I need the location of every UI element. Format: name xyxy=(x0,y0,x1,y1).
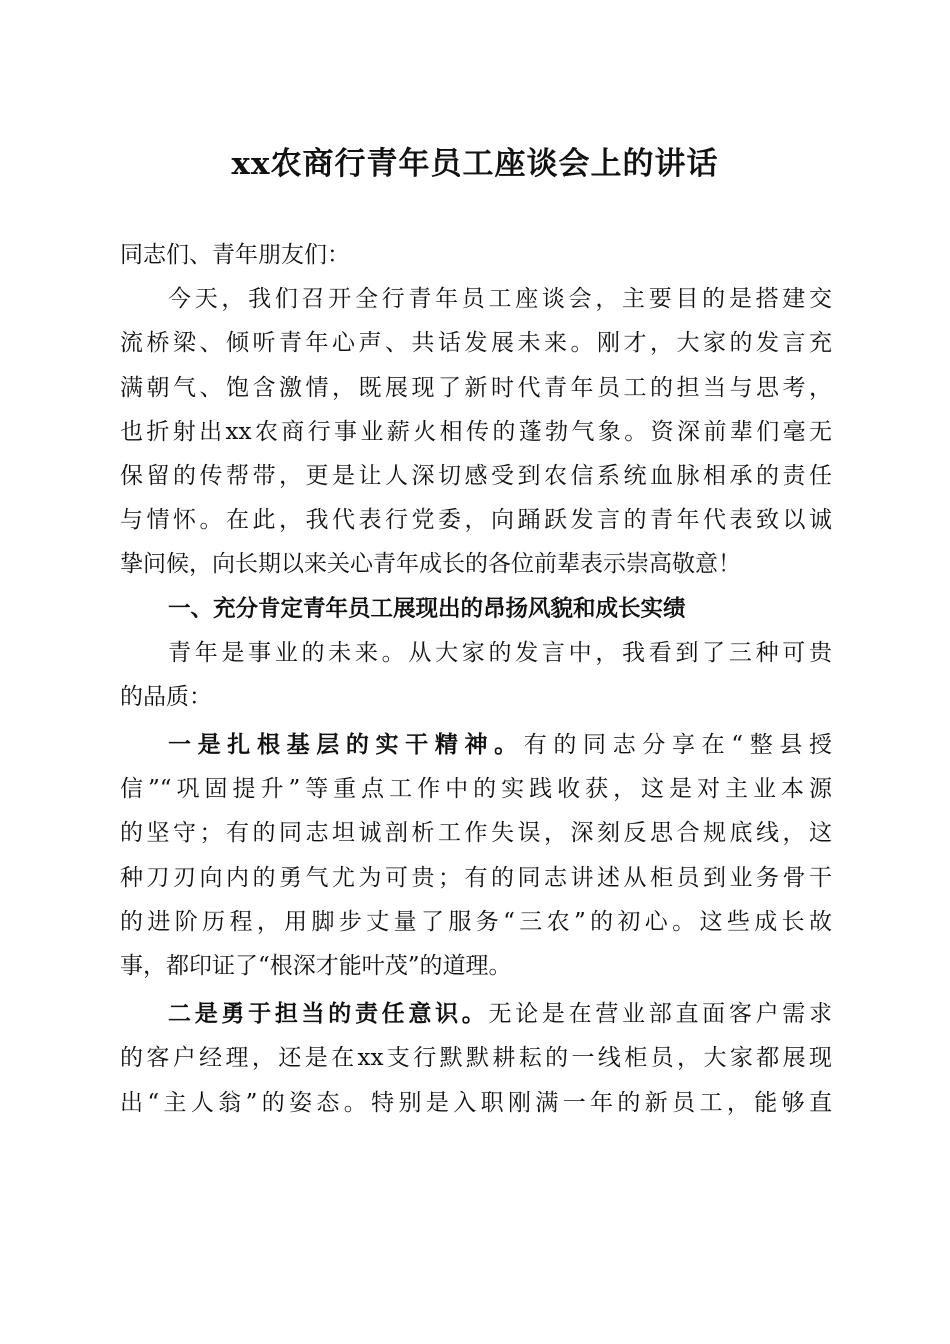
paragraph-point-two xyxy=(120,992,832,1125)
text-line: 青年是事业的未来。从大家的发言中，我看到了三种可贵 xyxy=(168,639,832,666)
text-line: 挚问候，向长期以来关心青年成长的各位前辈表示崇高敬意！ xyxy=(120,551,741,578)
text-span: 有的同志分享在“整县授 xyxy=(523,732,832,759)
paragraph-point-one xyxy=(120,723,832,988)
section-heading: 一、充分肯定青年员工展现出的昂扬风貌和成长实绩 xyxy=(168,595,686,622)
text-line: 的客户经理，还是在xx支行默默耕耘的一线柜员，大家都展现 xyxy=(120,1045,832,1072)
paragraph-opening xyxy=(120,277,832,586)
lead-phrase: 一是扎根基层的实干精神。 xyxy=(168,731,524,759)
lead-phrase: 二是勇于担当的责任意识。 xyxy=(168,1000,489,1028)
text-line: 满朝气、饱含激情，既展现了新时代青年员工的担当与思考， xyxy=(120,374,832,401)
text-line xyxy=(120,992,832,1036)
text-line: 流桥梁、倾听青年心声、共话发展未来。刚才，大家的发言充 xyxy=(120,330,832,357)
text-line: 与情怀。在此，我代表行党委，向踊跃发言的青年代表致以诚 xyxy=(120,507,832,534)
text-line: 保留的传帮带，更是让人深切感受到农信系统血脉相承的责任 xyxy=(120,462,832,489)
text-line: 的坚守；有的同志坦诚剖析工作失误，深刻反思合规底线，这 xyxy=(120,820,832,847)
text-line: 今天，我们召开全行青年员工座谈会，主要目的是搭建交 xyxy=(168,286,832,313)
text-line: 的品质： xyxy=(120,683,212,710)
greeting: 同志们、青年朋友们： xyxy=(120,242,350,268)
text-span: 无论是在营业部直面客户需求 xyxy=(488,1001,833,1028)
text-line xyxy=(120,723,832,767)
text-line: 信”“巩固提升”等重点工作中的实践收获，这是对主业本源 xyxy=(120,776,832,803)
text-line: 事，都印证了“根深才能叶茂”的道理。 xyxy=(120,953,512,979)
text-line: 的进阶历程，用脚步丈量了服务“三农”的初心。这些成长故 xyxy=(120,908,832,935)
text-line: 种刀刃向内的勇气尤为可贵；有的同志讲述从柜员到业务骨干 xyxy=(120,864,832,891)
text-line: 也折射出xx农商行事业薪火相传的蓬勃气象。资深前辈们毫无 xyxy=(120,418,832,445)
text-line: 出“主人翁”的姿态。特别是入职刚满一年的新员工，能够直 xyxy=(120,1089,832,1116)
paragraph-intro xyxy=(120,631,832,719)
document-title: xx农商行青年员工座谈会上的讲话 xyxy=(231,146,719,182)
document-body xyxy=(120,233,832,1125)
